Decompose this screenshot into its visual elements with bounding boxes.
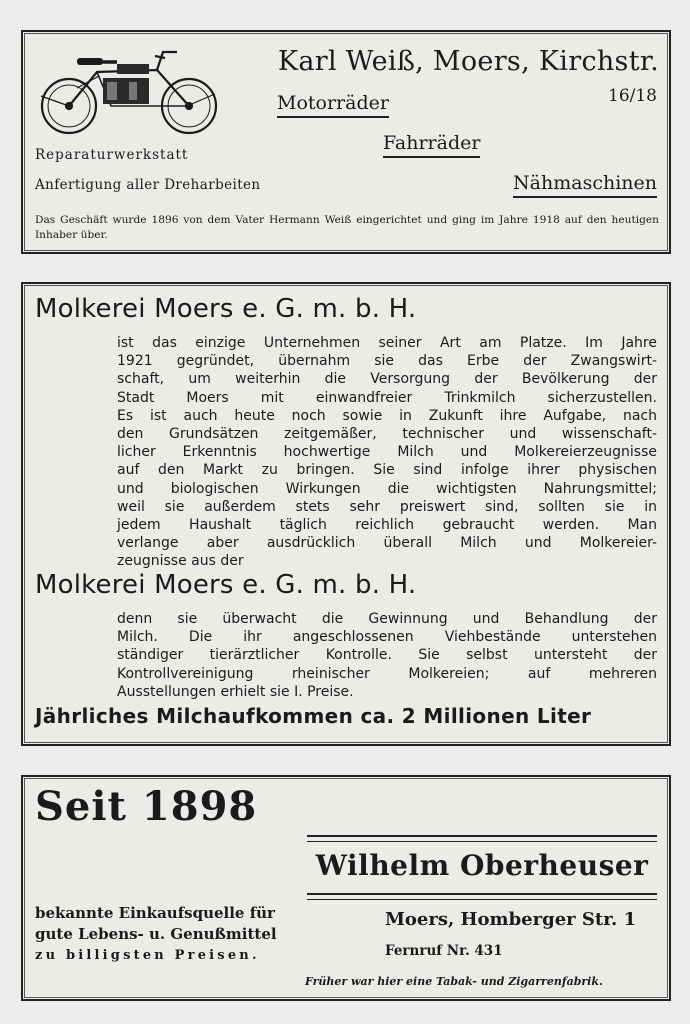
text-line: zeugnisse aus der bbox=[117, 553, 244, 570]
text-line: auf den Markt zu bringen. Sie sind infolge ihrer physischen bbox=[117, 462, 657, 479]
text-line: weil sie außerdem stets sehr preiswert sind, sollten sie in bbox=[117, 498, 657, 515]
item-motorcycles: Motorräder bbox=[277, 92, 389, 118]
shop-title: Karl Weiß, Moers, Kirchstr. bbox=[277, 46, 659, 77]
text-line: Ausstellungen erhielt sie I. Preise. bbox=[117, 683, 354, 700]
text-line: Kontrollvereinigung rheinischer Molkereien; auf mehreren bbox=[117, 665, 657, 682]
divider bbox=[307, 893, 657, 895]
merchant-name: Wilhelm Oberheuser bbox=[315, 849, 649, 882]
motorcycle-icon bbox=[37, 44, 223, 136]
text-line: verlange aber ausdrücklich überall Milch und Molkereier- bbox=[117, 535, 657, 552]
slogan-line: zu billigsten Preisen. bbox=[35, 948, 260, 963]
text-line: Milch. Die ihr angeschlossenen Viehbestände unterstehen bbox=[117, 629, 657, 646]
text-line: schaft, um weiterhin die Versorgung der Bevölkerung der bbox=[117, 371, 657, 388]
ad-molkerei-moers bbox=[21, 282, 671, 746]
ad-wilhelm-oberheuser bbox=[21, 775, 671, 1001]
slogan-line: bekannte Einkaufsquelle für bbox=[35, 904, 275, 922]
annual-milk-volume: Jährliches Milchaufkommen ca. 2 Millionen Liter bbox=[35, 704, 592, 728]
item-sewing-machines: Nähmaschinen bbox=[513, 172, 657, 198]
address: Moers, Homberger Str. 1 bbox=[385, 909, 637, 930]
divider bbox=[307, 899, 657, 900]
text-line: denn sie überwacht die Gewinnung und Behandlung der bbox=[117, 611, 657, 627]
slogan-line: gute Lebens- u. Genußmittel bbox=[35, 925, 277, 943]
text-line: Es ist auch heute noch sowie in Zukunft ihre Aufgabe, nach bbox=[117, 407, 657, 424]
item-bicycles: Fahrräder bbox=[383, 132, 480, 158]
text-line: den Grundsätzen zeitgemäßer, technischer und wissenschaft- bbox=[117, 426, 657, 443]
text-line: ist das einzige Unternehmen seiner Art am Platze. Im Jahre bbox=[117, 335, 657, 351]
shop-history: Das Geschäft wurde 1896 von dem Vater Hermann Weiß eingerichtet und ging im Jahre 1918 auf den heutigen Inhaber über. bbox=[35, 214, 659, 241]
divider bbox=[307, 841, 657, 842]
dairy-paragraph-1 bbox=[117, 334, 657, 571]
house-number: 16/18 bbox=[608, 86, 657, 106]
service-turning: Anfertigung aller Dreharbeiten bbox=[35, 177, 261, 193]
service-repair: Reparaturwerkstatt bbox=[35, 147, 189, 163]
dairy-paragraph-2 bbox=[117, 610, 657, 701]
text-line: jedem Haushalt täglich reichlich gebraucht werden. Man bbox=[117, 517, 657, 534]
text-line: Stadt Moers mit einwandfreier Trinkmilch sicherzustellen. bbox=[117, 389, 657, 406]
dairy-title-repeat: Molkerei Moers e. G. m. b. H. bbox=[35, 570, 417, 600]
phone: Fernruf Nr. 431 bbox=[385, 943, 503, 959]
text-line: und biologischen Wirkungen die wichtigsten Nahrungsmittel; bbox=[117, 480, 657, 497]
text-line: ständiger tierärztlicher Kontrolle. Sie selbst untersteht der bbox=[117, 647, 657, 664]
text-line: licher Erkenntnis hochwertige Milch und Molkereierzeugnisse bbox=[117, 444, 657, 461]
text-line: 1921 gegründet, übernahm sie das Erbe der Zwangswirt- bbox=[117, 353, 657, 370]
dairy-title: Molkerei Moers e. G. m. b. H. bbox=[35, 294, 417, 324]
slogan bbox=[35, 903, 277, 966]
former-use-note: Früher war hier eine Tabak- und Zigarrenfabrik. bbox=[305, 975, 603, 988]
since-heading: Seit 1898 bbox=[35, 783, 258, 830]
ad-karl-weiss bbox=[21, 30, 671, 254]
divider bbox=[307, 835, 657, 837]
